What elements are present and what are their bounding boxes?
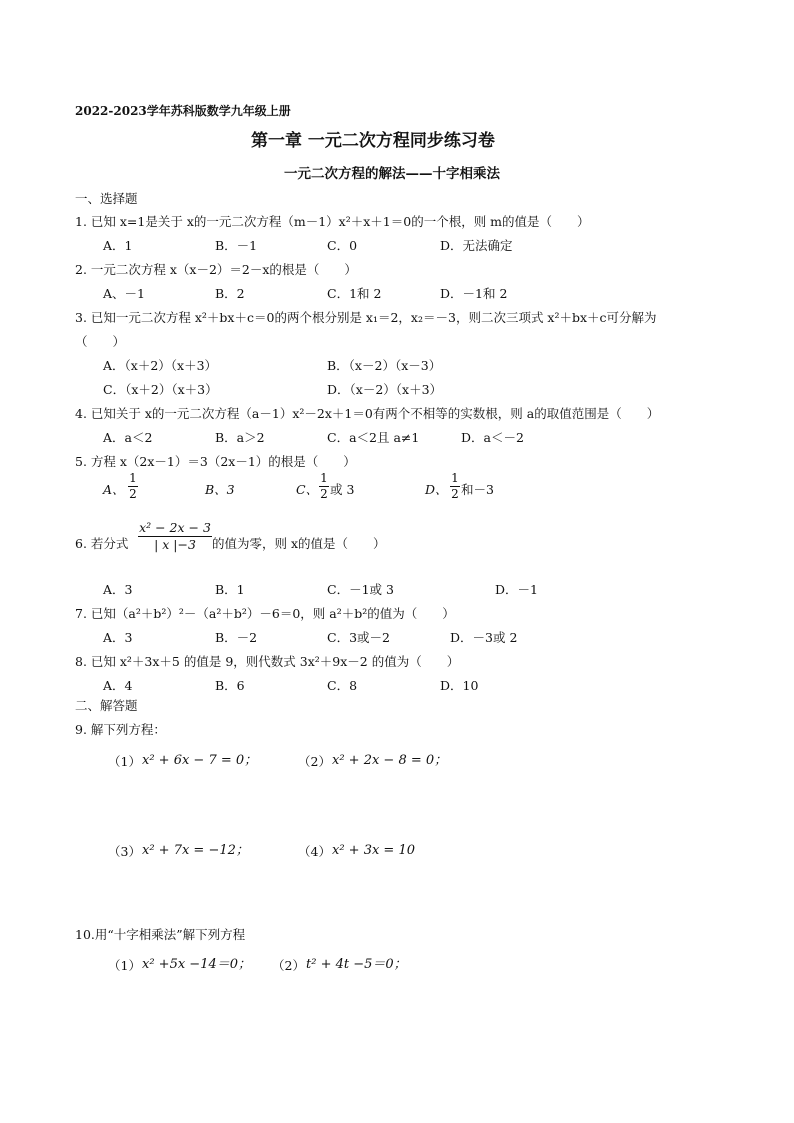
question-1-option-a: A．1 xyxy=(103,238,133,253)
question-5-stem: 5. 方程 x（2x－1）＝3（2x－1）的根是（ ） xyxy=(75,454,356,469)
page-subtitle: 一元二次方程的解法——十字相乘法 xyxy=(284,166,500,182)
question-1-option-c: C．0 xyxy=(327,238,358,253)
question-9-item-2-equation: x² + 2x − 8 = 0； xyxy=(332,753,448,768)
question-2-option-c: C．1和 2 xyxy=(327,286,382,301)
fraction-numerator: 1 xyxy=(129,471,137,485)
question-6-fraction xyxy=(138,521,212,552)
question-9-item-1-label: （1） xyxy=(108,754,141,769)
fraction-numerator: 1 xyxy=(451,471,459,485)
question-10-item-1-label: （1） xyxy=(108,958,141,973)
question-8-option-d: D．10 xyxy=(440,678,479,693)
question-5-option-c: C、 xyxy=(296,482,319,497)
question-6-stem-suffix: 的值为零，则 x的值是（ ） xyxy=(212,536,386,551)
question-5-option-c-suffix: 或 3 xyxy=(330,482,355,497)
question-3-option-b: B．（x－2）（x－3） xyxy=(327,358,442,373)
question-3-stem-bracket: （ ） xyxy=(75,334,126,349)
question-1-option-d: D．无法确定 xyxy=(440,238,513,253)
question-9-item-4-equation: x² + 3x = 10 xyxy=(332,843,416,858)
question-1-option-b: B．－1 xyxy=(215,238,258,253)
question-9-item-2-label: （2） xyxy=(298,754,331,769)
fraction-denominator: 2 xyxy=(451,487,459,502)
question-6-option-a: A．3 xyxy=(103,582,133,597)
question-10-item-1-equation: x² +5x −14＝0； xyxy=(142,957,252,972)
question-9-stem: 9. 解下列方程： xyxy=(75,722,166,737)
question-10-item-2-label: （2） xyxy=(272,958,305,973)
question-2-option-b: B．2 xyxy=(215,286,245,301)
question-8-stem: 8. 已知 x²＋3x＋5 的值是 9，则代数式 3x²＋9x－2 的值为（ ） xyxy=(75,654,460,669)
fraction-numerator: x² − 2x − 3 xyxy=(139,520,211,535)
question-10-stem: 10.用“十字相乘法”解下列方程 xyxy=(75,927,246,942)
question-9-item-1-equation: x² + 6x − 7 = 0； xyxy=(142,753,258,768)
question-7-option-c: C．3或－2 xyxy=(327,630,390,645)
question-5-option-b: B、3 xyxy=(205,482,235,497)
question-3-option-d: D．（x－2）（x＋3） xyxy=(327,382,443,397)
question-3-stem: 3. 已知一元二次方程 x²＋bx＋c＝0的两个根分别是 x₁＝2，x₂＝－3，则二次三项式 x²＋bx＋c可分解为 xyxy=(75,310,657,325)
question-5-option-a: A、 xyxy=(103,482,125,497)
question-4-option-c: C．a＜2且 a≠1 xyxy=(327,430,420,445)
question-6-stem-prefix: 6. 若分式 xyxy=(75,536,129,551)
question-2-option-a: A、－1 xyxy=(103,286,145,301)
section-heading-answer: 二、解答题 xyxy=(75,698,138,713)
fraction-denominator: | x |−3 xyxy=(154,536,196,552)
question-2-option-d: D．－1和 2 xyxy=(440,286,508,301)
question-2-stem: 2. 一元二次方程 x（x－2）＝2－x的根是（ ） xyxy=(75,262,357,277)
series-header: 2022-2023学年苏科版数学九年级上册 xyxy=(75,104,291,118)
question-8-option-a: A．4 xyxy=(103,678,133,693)
question-5-option-a-fraction xyxy=(128,472,138,501)
question-4-option-d: D．a＜－2 xyxy=(461,430,524,445)
fraction-denominator: 2 xyxy=(129,487,137,502)
question-5-option-d-suffix: 和－3 xyxy=(461,482,494,497)
question-6-option-d: D．－1 xyxy=(495,582,538,597)
page-title: 第一章 一元二次方程同步练习卷 xyxy=(251,131,495,151)
section-heading-choice: 一、选择题 xyxy=(75,191,138,206)
question-1-stem: 1. 已知 x=1是关于 x的一元二次方程（m－1）x²＋x＋1＝0的一个根，则 m的值是（ ） xyxy=(75,214,590,229)
question-7-option-d: D．－3或 2 xyxy=(450,630,518,645)
question-9-item-4-label: （4） xyxy=(298,844,331,859)
question-9-item-3-equation: x² + 7x = −12； xyxy=(142,843,249,858)
question-6-option-b: B．1 xyxy=(215,582,245,597)
question-4-stem: 4. 已知关于 x的一元二次方程（a－1）x²－2x＋1＝0有两个不相等的实数根，则 a的取值范围是（ ） xyxy=(75,406,660,421)
question-7-option-a: A．3 xyxy=(103,630,133,645)
question-5-option-c-fraction xyxy=(319,472,329,501)
question-6-option-c: C．－1或 3 xyxy=(327,582,394,597)
question-3-option-a: A．（x＋2）（x＋3） xyxy=(103,358,218,373)
fraction-numerator: 1 xyxy=(320,471,328,485)
question-9-item-3-label: （3） xyxy=(108,844,141,859)
question-4-option-a: A．a＜2 xyxy=(103,430,153,445)
question-3-option-c: C．（x＋2）（x＋3） xyxy=(103,382,218,397)
question-5-option-d: D、 xyxy=(425,482,448,497)
question-10-item-2-equation: t² + 4t −5＝0； xyxy=(306,957,407,972)
question-8-option-b: B．6 xyxy=(215,678,245,693)
fraction-denominator: 2 xyxy=(320,487,328,502)
question-7-option-b: B．－2 xyxy=(215,630,258,645)
question-5-option-d-fraction xyxy=(450,472,460,501)
question-4-option-b: B．a＞2 xyxy=(215,430,265,445)
question-7-stem: 7. 已知（a²＋b²）²－（a²＋b²）－6＝0，则 a²＋b²的值为（ ） xyxy=(75,606,455,621)
question-8-option-c: C．8 xyxy=(327,678,358,693)
